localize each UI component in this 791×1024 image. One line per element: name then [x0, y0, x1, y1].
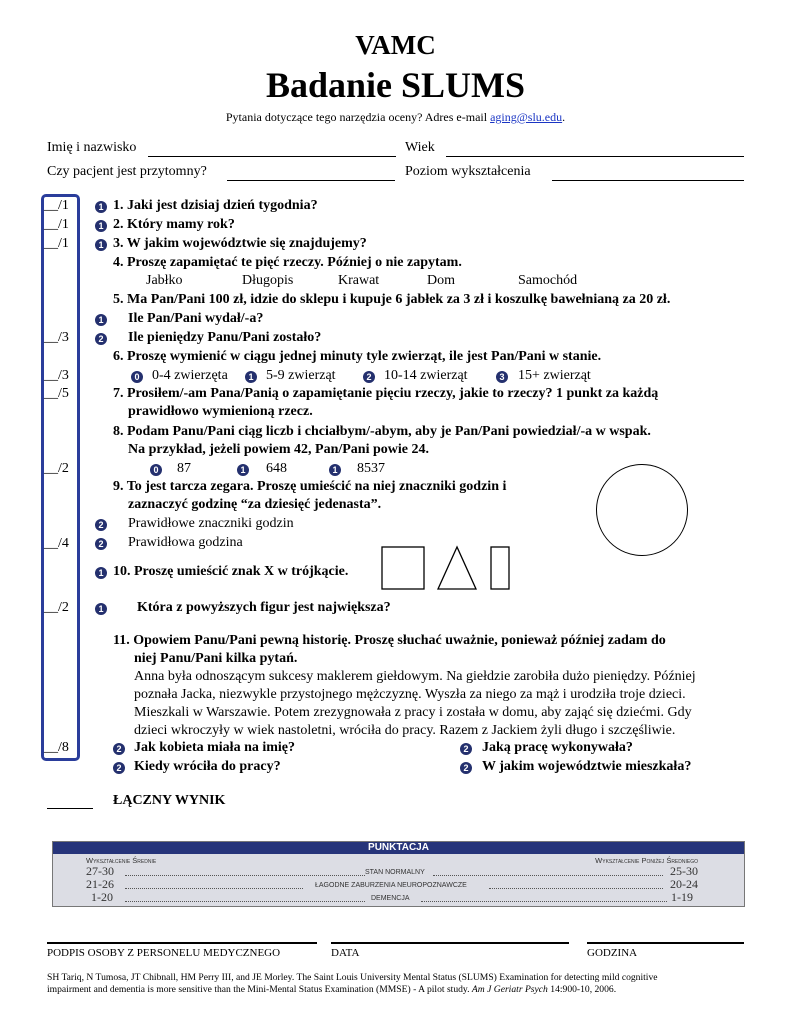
score-column-frame [41, 194, 80, 761]
recall-item: Dom [427, 273, 455, 288]
point-badge: 0 [131, 371, 143, 383]
org-title: VAMC [355, 30, 436, 60]
point-badge: 1 [245, 371, 257, 383]
scoring-col-left: Wykształcenie Średnie [86, 856, 157, 865]
question-5b: Ile pieniędzy Panu/Pani zostało? [128, 330, 322, 345]
point-badge: 2 [95, 333, 107, 345]
point-badge: 1 [329, 464, 341, 476]
score-q10[interactable]: __/2 [44, 600, 69, 615]
question-8-cont: Na przykład, jeżeli powiem 42, Pan/Pani powie 24. [128, 442, 429, 457]
staff-signature-field[interactable] [47, 942, 317, 944]
score-q11[interactable]: __/8 [44, 740, 69, 755]
animal-option: 10-14 zwierząt [384, 368, 468, 383]
row-separator [433, 875, 663, 876]
question-8: 8. Podam Panu/Pani ciąg liczb i chciałbym/-abym, aby je Pan/Pani powiedział/-a w wspak. [113, 424, 651, 439]
staff-signature-label: PODPIS OSOBY Z PERSONELU MEDYCZNEGO [47, 947, 281, 959]
contact-suffix: . [562, 110, 566, 124]
question-9b: Prawidłowa godzina [128, 535, 243, 550]
point-badge: 1 [95, 201, 107, 213]
row-separator [125, 875, 365, 876]
citation-ref: 14:900-10, 2006. [550, 984, 617, 995]
scoring-title: PUNKTACJA [368, 842, 429, 853]
score-q6[interactable]: __/3 [44, 368, 69, 383]
point-badge: 1 [95, 314, 107, 326]
age-field[interactable] [446, 156, 744, 157]
story-line: poznała Jacka, niezwykle przystojnego mężczyznę. Wyszła za niego za mąż i urodziła troje dzieci. [134, 687, 686, 702]
question-7-cont: prawidłowo wymienioną rzecz. [128, 404, 313, 419]
row-separator [125, 888, 303, 889]
page-title: Badanie SLUMS [265, 65, 526, 105]
citation-text: impairment and dementia is more sensitive than the Mini-Mental Status Examination (MMSE) - A pilot study. [47, 984, 470, 995]
recall-item: Jabłko [146, 273, 183, 288]
date-label: DATA [331, 947, 360, 959]
score-range-right: 25-30 [670, 864, 698, 878]
name-field[interactable] [148, 156, 396, 157]
recall-item: Krawat [338, 273, 380, 288]
citation-line-2 [47, 984, 616, 995]
recall-item: Samochód [518, 273, 578, 288]
score-range-right: 20-24 [670, 877, 698, 891]
question-11c: Kiedy wróciła do pracy? [134, 759, 281, 774]
point-badge: 2 [95, 538, 107, 550]
score-q7[interactable]: __/5 [44, 386, 69, 401]
score-range-left: 27-30 [86, 864, 114, 878]
point-badge: 2 [363, 371, 375, 383]
alert-label: Czy pacjent jest przytomny? [47, 164, 207, 179]
question-9-cont: zaznaczyć godzinę “za dziesięć jedenasta”. [128, 497, 382, 512]
question-11: 11. Opowiem Panu/Pani pewną historię. Proszę słuchać uważnie, ponieważ później zadam do [113, 633, 666, 648]
point-badge: 1 [237, 464, 249, 476]
point-badge: 1 [95, 220, 107, 232]
time-label: GODZINA [587, 947, 638, 959]
digit-span-option: 87 [177, 461, 191, 476]
question-3: 3. W jakim województwie się znajdujemy? [113, 236, 367, 251]
time-field[interactable] [587, 942, 744, 944]
score-category: STAN NORMALNY [365, 869, 425, 876]
alert-field[interactable] [227, 180, 395, 181]
score-q1[interactable]: __/1 [44, 198, 69, 213]
point-badge: 2 [113, 743, 125, 755]
score-category: ŁAGODNE ZABURZENIA NEUROPOZNAWCZE [315, 882, 467, 889]
score-range-right: 1-19 [671, 890, 693, 904]
question-11b: Jaką pracę wykonywała? [482, 740, 633, 755]
point-badge: 2 [460, 743, 472, 755]
score-q9[interactable]: __/4 [44, 536, 69, 551]
square-shape[interactable] [382, 547, 424, 589]
scoring-table [52, 841, 745, 907]
score-q3[interactable]: __/1 [44, 236, 69, 251]
score-range-left: 21-26 [86, 877, 114, 891]
triangle-shape[interactable] [438, 547, 476, 589]
question-11d: W jakim województwie mieszkała? [482, 759, 692, 774]
question-9: 9. To jest tarcza zegara. Proszę umieścić na niej znaczniki godzin i [113, 479, 507, 494]
question-1: 1. Jaki jest dzisiaj dzień tygodnia? [113, 198, 318, 213]
question-4: 4. Proszę zapamiętać te pięć rzeczy. Później o nie zapytam. [113, 255, 462, 270]
point-badge: 0 [150, 464, 162, 476]
digit-span-option: 648 [266, 461, 287, 476]
total-score-field[interactable] [47, 808, 93, 809]
scoring-col-right: Wykształcenie Poniżej Średniego [595, 856, 698, 865]
question-7: 7. Prosiłem/-am Pana/Panią o zapamiętanie pięciu rzeczy, jakie to rzeczy? 1 punkt za każdą [113, 386, 659, 401]
contact-email-link[interactable]: aging@slu.edu [490, 110, 563, 124]
point-badge: 1 [95, 567, 107, 579]
digit-span-option: 8537 [357, 461, 385, 476]
question-6: 6. Proszę wymienić w ciągu jednej minuty tyle zwierząt, ile jest Pan/Pani w stanie. [113, 349, 602, 364]
shapes-figure [380, 543, 515, 593]
question-5: 5. Ma Pan/Pani 100 zł, idzie do sklepu i kupuje 6 jabłek za 3 zł i koszulkę bawełnianą za 20 zł. [113, 292, 671, 307]
recall-item: Długopis [242, 273, 294, 288]
score-category: DEMENCJA [371, 895, 410, 902]
point-badge: 1 [95, 239, 107, 251]
education-label: Poziom wykształcenia [405, 164, 531, 179]
row-separator [125, 901, 365, 902]
score-q2[interactable]: __/1 [44, 217, 69, 232]
name-label: Imię i nazwisko [47, 140, 137, 155]
question-11a: Jak kobieta miała na imię? [134, 740, 296, 755]
point-badge: 2 [113, 762, 125, 774]
clock-face[interactable] [596, 464, 688, 556]
point-badge: 1 [95, 603, 107, 615]
question-9a: Prawidłowe znaczniki godzin [128, 516, 294, 531]
rectangle-shape[interactable] [491, 547, 509, 589]
animal-option: 15+ zwierząt [518, 368, 591, 383]
point-badge: 3 [496, 371, 508, 383]
age-label: Wiek [405, 140, 435, 155]
citation-journal: Am J Geriatr Psych [471, 984, 548, 995]
citation-line-1: SH Tariq, N Tumosa, JT Chibnall, HM Perry III, and JE Morley. The Saint Louis University Mental Status (SLUMS) Examination for detecting mild cognitive [47, 972, 658, 983]
point-badge: 2 [460, 762, 472, 774]
animal-option: 5-9 zwierząt [266, 368, 336, 383]
story-line: Anna była odnoszącym sukcesy maklerem giełdowym. Na giełdzie zarobiła dużo pieniędzy. Później [134, 669, 696, 684]
score-q8[interactable]: __/2 [44, 461, 69, 476]
contact-line [0, 110, 791, 125]
question-11-cont: niej Panu/Pani kilka pytań. [134, 651, 298, 666]
date-field[interactable] [331, 942, 569, 944]
row-separator [421, 901, 667, 902]
contact-prefix: Pytania dotyczące tego narzędzia oceny? Adres e-mail [225, 110, 488, 124]
question-10: 10. Proszę umieścić znak X w trójkącie. [113, 564, 349, 579]
education-field[interactable] [552, 180, 744, 181]
question-10b: Która z powyższych figur jest największa? [137, 600, 391, 615]
row-separator [489, 888, 663, 889]
animal-option: 0-4 zwierzęta [152, 368, 228, 383]
score-range-left: 1-20 [91, 890, 113, 904]
question-5a: Ile Pan/Pani wydał/-a? [128, 311, 264, 326]
point-badge: 2 [95, 519, 107, 531]
story-line: Mieszkali w Warszawie. Potem zrezygnowała z pracy i została w domu, aby zająć się dziećmi. Gdy [134, 705, 692, 720]
score-q5[interactable]: __/3 [44, 330, 69, 345]
total-score-label: ŁĄCZNY WYNIK [113, 793, 226, 808]
question-2: 2. Który mamy rok? [113, 217, 235, 232]
story-line: dzieci wkroczyły w wiek nastoletni, wróciła do pracy. Razem z Jackiem żyli długo i szczęśliwie. [134, 723, 676, 738]
